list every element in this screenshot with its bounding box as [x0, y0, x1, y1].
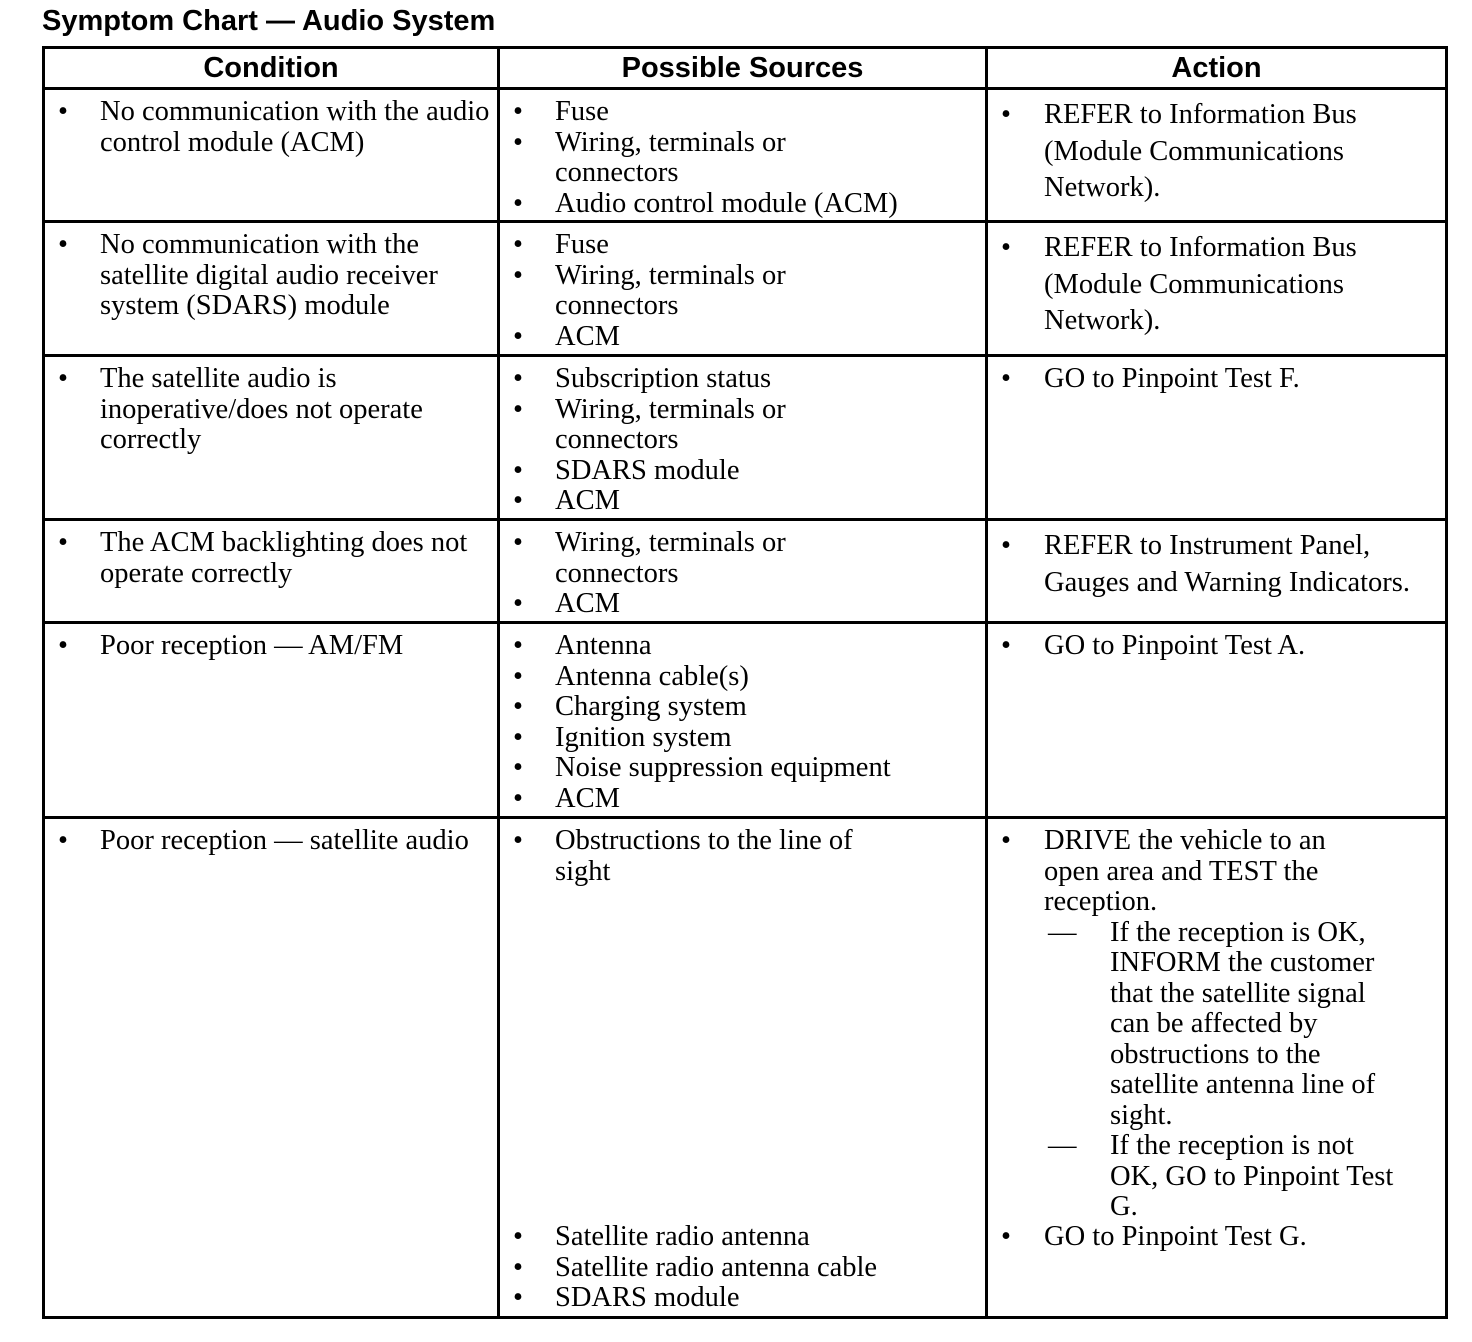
source-item: • Antenna: [500, 631, 979, 662]
condition-cell: [44, 818, 499, 1318]
sources-cell: [499, 818, 987, 1318]
action-cell: [987, 623, 1447, 818]
source-item: • Charging system: [500, 692, 979, 723]
source-item: • Wiring, terminals or connectors: [500, 261, 979, 322]
condition-item: • The ACM backlighting does not operate correctly: [45, 528, 491, 589]
table-row: [44, 818, 1447, 1318]
action-cell: [987, 356, 1447, 520]
source-item: • Audio control module (ACM): [500, 189, 979, 220]
sources-cell: [499, 520, 987, 623]
sources-cell: [499, 89, 987, 222]
source-item: • Satellite radio antenna: [500, 1222, 985, 1253]
source-item: • Fuse: [500, 230, 979, 261]
condition-cell: [44, 623, 499, 818]
condition-cell: [44, 520, 499, 623]
symptom-chart-table: [42, 46, 1448, 1319]
header-possible-sources: Possible Sources: [499, 48, 987, 89]
source-item: • SDARS module: [500, 1283, 985, 1314]
table-row: [44, 222, 1447, 356]
source-item: • ACM: [500, 486, 979, 517]
source-item: • Wiring, terminals or connectors: [500, 128, 979, 189]
action-cell: [987, 520, 1447, 623]
table-row: [44, 623, 1447, 818]
table-row: [44, 356, 1447, 520]
action-item: • GO to Pinpoint Test F.: [988, 364, 1439, 395]
condition-cell: [44, 356, 499, 520]
source-item: • Satellite radio antenna cable: [500, 1253, 985, 1284]
action-item: • REFER to Instrument Panel, Gauges and Warning Indicators.: [988, 528, 1439, 601]
sources-cell: [499, 623, 987, 818]
sources-cell: [499, 356, 987, 520]
source-item: • ACM: [500, 589, 979, 620]
source-item: • SDARS module: [500, 456, 979, 487]
source-item: • Wiring, terminals or connectors: [500, 395, 979, 456]
action-item: • REFER to Information Bus (Module Communications Network).: [988, 97, 1439, 207]
action-item: • REFER to Information Bus (Module Communications Network).: [988, 230, 1439, 340]
action-item: • GO to Pinpoint Test G.: [988, 1222, 1445, 1253]
action-subitem: — If the reception is OK, INFORM the customer that the satellite signal can be affected by obstructions to the satellite antenna line of sight.: [1044, 918, 1399, 1132]
action-subitem: — If the reception is not OK, GO to Pinpoint Test G.: [1044, 1131, 1399, 1223]
condition-cell: [44, 89, 499, 222]
source-item: • Obstructions to the line of sight: [500, 826, 979, 887]
condition-item: • Poor reception — satellite audio: [45, 826, 491, 857]
action-item-text: DRIVE the vehicle to an open area and TEST the reception.: [1044, 825, 1326, 917]
source-item: • Ignition system: [500, 723, 979, 754]
action-item: [988, 826, 1439, 1223]
condition-cell: [44, 222, 499, 356]
action-cell: [987, 222, 1447, 356]
source-item: • Wiring, terminals or connectors: [500, 528, 979, 589]
source-item: • Antenna cable(s): [500, 662, 979, 693]
action-cell: [987, 818, 1447, 1318]
action-item: • GO to Pinpoint Test A.: [988, 631, 1439, 662]
condition-item: • No communication with the satellite digital audio receiver system (SDARS) module: [45, 230, 491, 322]
condition-item: • The satellite audio is inoperative/does not operate correctly: [45, 364, 491, 456]
condition-item: • Poor reception — AM/FM: [45, 631, 491, 662]
source-item: • ACM: [500, 784, 979, 815]
header-action: Action: [987, 48, 1447, 89]
source-item: • Noise suppression equipment: [500, 753, 979, 784]
table-row: [44, 89, 1447, 222]
condition-item: • No communication with the audio control module (ACM): [45, 97, 491, 158]
action-cell: [987, 89, 1447, 222]
sources-cell: [499, 222, 987, 356]
page-title: Symptom Chart — Audio System: [42, 5, 496, 37]
header-row: [44, 48, 1447, 89]
table-row: [44, 520, 1447, 623]
header-condition: Condition: [44, 48, 499, 89]
source-item: • Subscription status: [500, 364, 979, 395]
source-item: • ACM: [500, 322, 979, 353]
source-item: • Fuse: [500, 97, 979, 128]
action-subitems: [1044, 916, 1394, 1223]
